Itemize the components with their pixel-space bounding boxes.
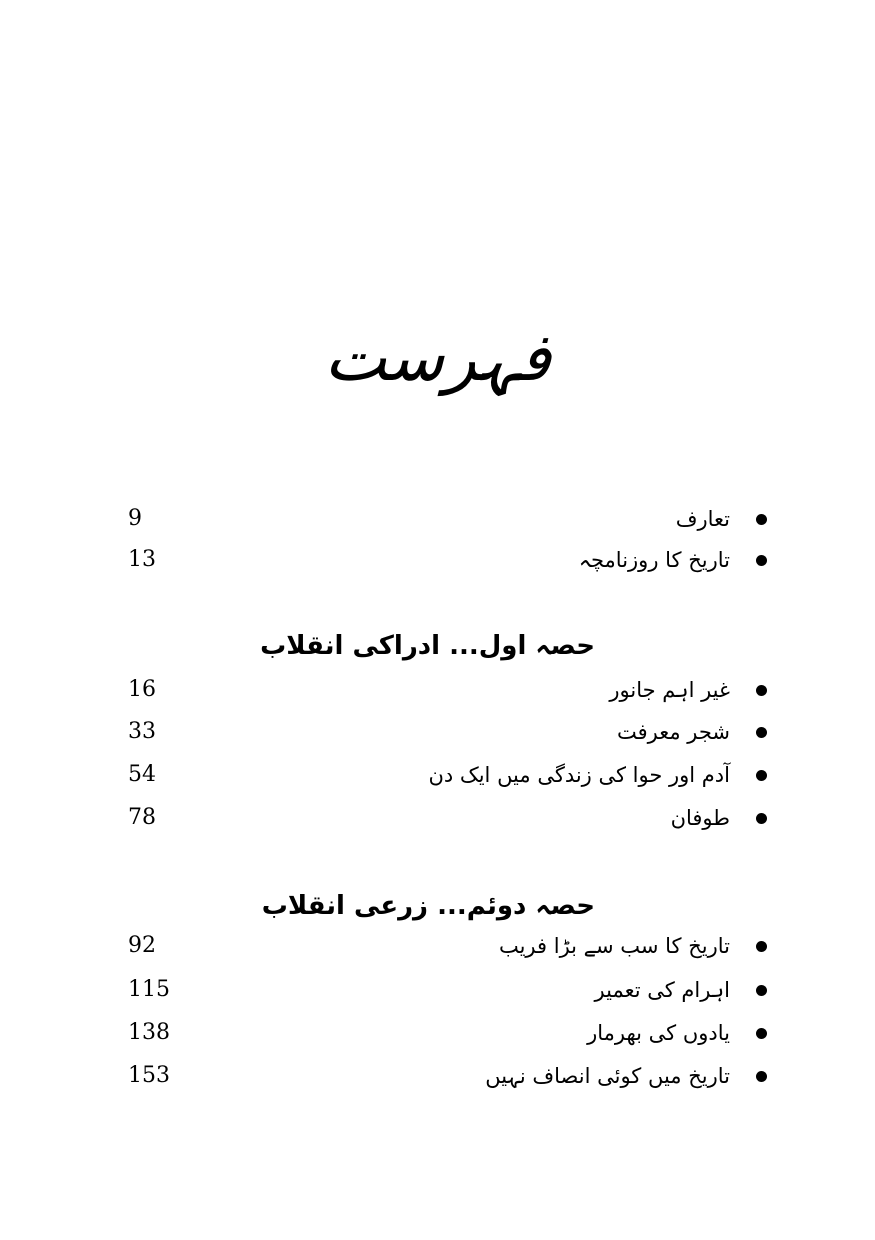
bullet-icon bbox=[756, 1028, 767, 1039]
section-heading: حصہ اول... ادراکی انقلاب bbox=[260, 631, 595, 661]
toc-entry-title: تاریخ کا سب سے بڑا فریب bbox=[498, 934, 730, 958]
toc-entry[interactable] bbox=[0, 970, 875, 1010]
toc-entry-title: آدم اور حوا کی زندگی میں ایک دن bbox=[428, 763, 730, 787]
toc-entry[interactable] bbox=[0, 499, 875, 539]
toc-entry-page: 78 bbox=[128, 805, 156, 830]
toc-entry[interactable] bbox=[0, 798, 875, 838]
bullet-icon bbox=[756, 813, 767, 824]
toc-entry-page: 138 bbox=[128, 1020, 170, 1045]
toc-entry-page: 54 bbox=[128, 762, 156, 787]
toc-entry-title: تعارف bbox=[675, 507, 730, 531]
toc-entry[interactable] bbox=[0, 755, 875, 795]
bullet-icon bbox=[756, 770, 767, 781]
bullet-icon bbox=[756, 941, 767, 952]
bullet-icon bbox=[756, 1071, 767, 1082]
toc-entry-title: تاریخ کا روزنامچہ bbox=[578, 548, 730, 572]
toc-entry-page: 153 bbox=[128, 1063, 170, 1088]
toc-entry[interactable] bbox=[0, 540, 875, 580]
toc-entry[interactable] bbox=[0, 926, 875, 966]
bullet-icon bbox=[756, 685, 767, 696]
toc-entry-page: 9 bbox=[128, 506, 142, 531]
toc-entry-title: اہرام کی تعمیر bbox=[594, 978, 730, 1002]
toc-entry[interactable] bbox=[0, 1013, 875, 1053]
bullet-icon bbox=[756, 985, 767, 996]
bullet-icon bbox=[756, 727, 767, 738]
toc-entry-title: طوفان bbox=[670, 806, 730, 830]
toc-entry-page: 13 bbox=[128, 547, 156, 572]
toc-entry-title: غیر اہم جانور bbox=[609, 678, 730, 702]
bullet-icon bbox=[756, 514, 767, 525]
page-title: فہرست bbox=[324, 319, 551, 396]
toc-entry-page: 115 bbox=[128, 977, 170, 1002]
bullet-icon bbox=[756, 555, 767, 566]
toc-entry[interactable] bbox=[0, 712, 875, 752]
toc-entry-page: 16 bbox=[128, 677, 156, 702]
toc-entry-title: یادوں کی بھرمار bbox=[587, 1021, 730, 1045]
toc-entry[interactable] bbox=[0, 670, 875, 710]
toc-entry[interactable] bbox=[0, 1056, 875, 1096]
section-heading: حصہ دوئم... زرعی انقلاب bbox=[261, 891, 595, 921]
toc-entry-page: 33 bbox=[128, 719, 156, 744]
toc-entry-page: 92 bbox=[128, 933, 156, 958]
toc-entry-title: شجر معرفت bbox=[616, 720, 730, 744]
toc-entry-title: تاریخ میں کوئی انصاف نہیں bbox=[485, 1064, 730, 1088]
